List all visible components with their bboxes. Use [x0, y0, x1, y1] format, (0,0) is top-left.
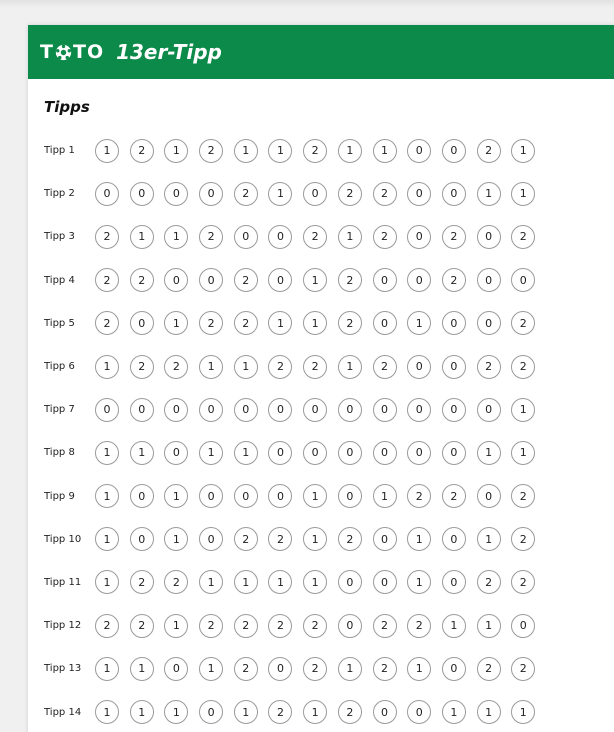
pick-circle[interactable]: 0 [130, 182, 154, 206]
pick-circle[interactable]: 1 [95, 527, 119, 551]
pick-circle[interactable]: 0 [164, 398, 188, 422]
pick-circle[interactable]: 2 [199, 614, 223, 638]
pick-circle[interactable]: 0 [442, 398, 466, 422]
pick-circle[interactable]: 1 [95, 657, 119, 681]
pick-circle[interactable]: 0 [130, 527, 154, 551]
pick-circle[interactable]: 0 [234, 398, 258, 422]
pick-circle[interactable]: 0 [95, 398, 119, 422]
tipp-label: Tipp 14 [44, 706, 82, 718]
pick-circle[interactable]: 0 [373, 527, 397, 551]
pick-circle[interactable]: 0 [338, 570, 362, 594]
pick-circle[interactable]: 2 [442, 484, 466, 508]
pick-circle[interactable]: 2 [303, 657, 327, 681]
pick-circle[interactable]: 2 [199, 139, 223, 163]
pick-circle[interactable]: 1 [303, 311, 327, 335]
tipp-label: Tipp 9 [44, 490, 75, 502]
pick-circle[interactable]: 0 [373, 441, 397, 465]
pick-circle[interactable]: 1 [268, 139, 292, 163]
pick-circle[interactable]: 1 [477, 700, 501, 724]
tipp-row [44, 431, 546, 474]
pick-circle[interactable]: 1 [373, 484, 397, 508]
pick-circle[interactable]: 2 [130, 614, 154, 638]
pick-circle[interactable]: 2 [234, 527, 258, 551]
pick-circle[interactable]: 1 [268, 570, 292, 594]
pick-circle[interactable]: 1 [164, 139, 188, 163]
pick-circle[interactable]: 0 [477, 268, 501, 292]
tipp-row [44, 302, 546, 345]
pick-circle[interactable]: 1 [338, 355, 362, 379]
pick-circle[interactable]: 0 [268, 398, 292, 422]
pick-circle[interactable]: 1 [477, 182, 501, 206]
pick-circle[interactable]: 0 [373, 398, 397, 422]
pick-circle[interactable]: 1 [95, 441, 119, 465]
pick-circle[interactable]: 2 [477, 139, 501, 163]
pick-circle[interactable]: 1 [407, 657, 431, 681]
pick-circle[interactable]: 0 [442, 441, 466, 465]
pick-circle[interactable]: 1 [234, 139, 258, 163]
pick-circle[interactable]: 2 [373, 225, 397, 249]
tipp-row [44, 475, 546, 518]
pick-circle[interactable]: 0 [268, 441, 292, 465]
pick-circle[interactable]: 2 [477, 657, 501, 681]
tipp-row [44, 647, 546, 690]
pick-circle[interactable]: 0 [477, 225, 501, 249]
pick-circle[interactable]: 0 [303, 441, 327, 465]
pick-circle[interactable]: 2 [268, 614, 292, 638]
pick-circle[interactable]: 1 [407, 570, 431, 594]
pick-circle[interactable]: 2 [338, 182, 362, 206]
pick-circle[interactable]: 0 [164, 441, 188, 465]
pick-circle[interactable]: 1 [407, 311, 431, 335]
pick-circle[interactable]: 1 [268, 311, 292, 335]
pick-circle[interactable]: 2 [338, 311, 362, 335]
pick-circle[interactable]: 1 [95, 355, 119, 379]
pick-circle[interactable]: 1 [95, 484, 119, 508]
pick-circle[interactable]: 0 [338, 484, 362, 508]
pick-circle[interactable]: 1 [130, 700, 154, 724]
pick-circle[interactable]: 2 [268, 527, 292, 551]
tipp-label: Tipp 11 [44, 576, 82, 588]
pick-circle[interactable]: 2 [234, 657, 258, 681]
pick-circle[interactable]: 1 [268, 182, 292, 206]
pick-circle[interactable]: 0 [164, 268, 188, 292]
pick-circle[interactable]: 2 [268, 355, 292, 379]
pick-circle[interactable]: 1 [199, 441, 223, 465]
pick-circle[interactable]: 2 [477, 570, 501, 594]
pick-circle[interactable]: 0 [338, 398, 362, 422]
pick-circle[interactable]: 2 [477, 355, 501, 379]
pick-circle[interactable]: 2 [95, 614, 119, 638]
pick-circle[interactable]: 0 [199, 398, 223, 422]
pick-circle[interactable]: 2 [303, 139, 327, 163]
pick-circle[interactable]: 2 [95, 311, 119, 335]
pick-circle[interactable]: 2 [164, 570, 188, 594]
pick-circle[interactable]: 0 [407, 700, 431, 724]
pick-circle[interactable]: 2 [373, 657, 397, 681]
pick-circle[interactable]: 2 [303, 355, 327, 379]
pick-circle[interactable]: 0 [407, 225, 431, 249]
pick-circle[interactable]: 2 [130, 570, 154, 594]
pick-circle[interactable]: 1 [511, 182, 535, 206]
pick-circle[interactable]: 0 [373, 570, 397, 594]
tipp-row [44, 561, 546, 604]
pick-circle[interactable]: 0 [442, 182, 466, 206]
pick-circle[interactable]: 2 [268, 700, 292, 724]
tipp-row [44, 172, 546, 215]
pick-circle[interactable]: 1 [164, 484, 188, 508]
tipp-label: Tipp 4 [44, 274, 75, 286]
pick-circle[interactable]: 0 [268, 225, 292, 249]
pick-circle[interactable]: 0 [407, 182, 431, 206]
pick-circle[interactable]: 2 [199, 311, 223, 335]
pick-circle[interactable]: 2 [338, 268, 362, 292]
pick-circle[interactable]: 0 [442, 570, 466, 594]
pick-circle[interactable]: 0 [303, 398, 327, 422]
tipp-row [44, 129, 546, 172]
pick-circle[interactable]: 2 [130, 355, 154, 379]
pick-circle[interactable]: 0 [130, 311, 154, 335]
pick-circle[interactable]: 1 [303, 700, 327, 724]
pick-circle[interactable]: 0 [338, 441, 362, 465]
pick-circle[interactable]: 0 [164, 182, 188, 206]
logo-letter-t1: T [40, 41, 54, 63]
pick-circle[interactable]: 2 [407, 614, 431, 638]
tipp-row [44, 345, 546, 388]
pick-circle[interactable]: 1 [338, 657, 362, 681]
tipp-label: Tipp 6 [44, 361, 75, 373]
pick-circle[interactable]: 0 [199, 484, 223, 508]
pick-circle[interactable]: 0 [442, 139, 466, 163]
pick-circle[interactable]: 0 [268, 268, 292, 292]
pick-circle[interactable]: 1 [164, 614, 188, 638]
section-title: Tipps [44, 98, 90, 116]
pick-circle[interactable]: 2 [234, 182, 258, 206]
pick-circle[interactable]: 1 [199, 355, 223, 379]
pick-circle[interactable]: 1 [130, 441, 154, 465]
pick-circle[interactable]: 2 [511, 355, 535, 379]
pick-circle[interactable]: 1 [234, 441, 258, 465]
pick-circle[interactable]: 1 [303, 268, 327, 292]
pick-circle[interactable]: 2 [511, 657, 535, 681]
pick-circle[interactable]: 0 [442, 311, 466, 335]
toto-logo [40, 41, 104, 63]
tipp-label: Tipp 3 [44, 231, 75, 243]
pick-circle[interactable]: 1 [130, 225, 154, 249]
pick-circle[interactable]: 2 [511, 484, 535, 508]
pick-circle[interactable]: 1 [95, 570, 119, 594]
pick-circle[interactable]: 2 [338, 527, 362, 551]
top-divider [0, 0, 614, 8]
pick-circle[interactable]: 0 [95, 182, 119, 206]
pick-circle[interactable]: 1 [199, 570, 223, 594]
tipp-label: Tipp 13 [44, 663, 82, 675]
pick-circle[interactable]: 1 [511, 139, 535, 163]
pick-circle[interactable]: 2 [303, 614, 327, 638]
pick-circle[interactable]: 2 [130, 268, 154, 292]
pick-circle[interactable]: 2 [442, 268, 466, 292]
pick-circle[interactable]: 1 [164, 700, 188, 724]
pick-circle[interactable]: 1 [234, 570, 258, 594]
tipp-card [28, 25, 614, 732]
pick-circle[interactable]: 0 [338, 614, 362, 638]
pick-circle[interactable]: 1 [338, 225, 362, 249]
pick-circle[interactable]: 0 [234, 225, 258, 249]
pick-circle[interactable]: 2 [338, 700, 362, 724]
tipp-row [44, 215, 546, 258]
logo-letter-t2: T [72, 41, 87, 63]
pick-circle[interactable]: 0 [407, 139, 431, 163]
pick-circle[interactable]: 1 [164, 311, 188, 335]
pick-circle[interactable]: 0 [199, 527, 223, 551]
tipp-label: Tipp 7 [44, 404, 75, 416]
pick-circle[interactable]: 0 [407, 441, 431, 465]
pick-circle[interactable]: 1 [95, 139, 119, 163]
pick-circle[interactable]: 1 [511, 441, 535, 465]
pick-circle[interactable]: 1 [164, 527, 188, 551]
pick-circle[interactable]: 2 [442, 225, 466, 249]
pick-circle[interactable]: 0 [199, 700, 223, 724]
tipp-row [44, 259, 546, 302]
pick-circle[interactable]: 2 [373, 182, 397, 206]
header-bar [28, 25, 614, 79]
pick-circle[interactable]: 0 [477, 484, 501, 508]
pick-circle[interactable]: 2 [511, 225, 535, 249]
pick-circle[interactable]: 1 [199, 657, 223, 681]
pick-circle[interactable]: 0 [407, 268, 431, 292]
tipp-label: Tipp 8 [44, 447, 75, 459]
pick-circle[interactable]: 1 [511, 700, 535, 724]
pick-circle[interactable]: 0 [130, 398, 154, 422]
tipp-label: Tipp 2 [44, 188, 75, 200]
pick-circle[interactable]: 0 [130, 484, 154, 508]
pick-circle[interactable]: 0 [373, 700, 397, 724]
tipp-row [44, 604, 546, 647]
pick-circle[interactable]: 2 [511, 570, 535, 594]
pick-circle[interactable]: 0 [373, 311, 397, 335]
tipp-label: Tipp 12 [44, 620, 82, 632]
pick-circle[interactable]: 0 [268, 484, 292, 508]
soccer-ball-icon [55, 44, 72, 61]
pick-circle[interactable]: 1 [338, 139, 362, 163]
pick-circle[interactable]: 2 [303, 225, 327, 249]
pick-circle[interactable]: 2 [95, 268, 119, 292]
pick-circle[interactable]: 0 [477, 398, 501, 422]
logo-letter-o: O [86, 41, 105, 63]
pick-circle[interactable]: 1 [442, 700, 466, 724]
pick-circle[interactable]: 1 [234, 700, 258, 724]
pick-circle[interactable]: 1 [303, 527, 327, 551]
pick-circle[interactable]: 0 [199, 182, 223, 206]
pick-circle[interactable]: 0 [303, 182, 327, 206]
pick-circle[interactable]: 0 [511, 614, 535, 638]
pick-circle[interactable]: 0 [373, 268, 397, 292]
page-title: 13er-Tipp [116, 40, 222, 64]
pick-circle[interactable]: 1 [303, 570, 327, 594]
pick-circle[interactable]: 0 [442, 355, 466, 379]
tipp-label: Tipp 10 [44, 533, 82, 545]
pick-circle[interactable]: 2 [130, 139, 154, 163]
pick-circle[interactable]: 2 [511, 527, 535, 551]
tipp-list [44, 129, 546, 732]
pick-circle[interactable]: 0 [234, 484, 258, 508]
pick-circle[interactable]: 1 [164, 225, 188, 249]
pick-circle[interactable]: 0 [442, 527, 466, 551]
tipp-row [44, 518, 546, 561]
pick-circle[interactable]: 2 [199, 225, 223, 249]
pick-circle[interactable]: 2 [234, 311, 258, 335]
tipp-label: Tipp 5 [44, 317, 75, 329]
pick-circle[interactable]: 0 [199, 268, 223, 292]
pick-circle[interactable]: 1 [373, 139, 397, 163]
pick-circle[interactable]: 1 [407, 527, 431, 551]
pick-circle[interactable]: 1 [477, 441, 501, 465]
pick-circle[interactable]: 0 [164, 657, 188, 681]
tipp-row [44, 690, 546, 732]
pick-circle[interactable]: 2 [407, 484, 431, 508]
pick-circle[interactable]: 0 [268, 657, 292, 681]
pick-circle[interactable]: 1 [95, 700, 119, 724]
pick-circle[interactable]: 0 [442, 657, 466, 681]
pick-circle[interactable]: 2 [164, 355, 188, 379]
pick-circle[interactable]: 2 [511, 311, 535, 335]
pick-circle[interactable]: 2 [373, 355, 397, 379]
pick-circle[interactable]: 1 [303, 484, 327, 508]
pick-circle[interactable]: 1 [477, 527, 501, 551]
pick-circle[interactable]: 1 [511, 398, 535, 422]
pick-circle[interactable]: 1 [130, 657, 154, 681]
tipp-label: Tipp 1 [44, 145, 75, 157]
pick-circle[interactable]: 0 [407, 398, 431, 422]
pick-circle[interactable]: 2 [95, 225, 119, 249]
pick-circle[interactable]: 1 [477, 614, 501, 638]
pick-circle[interactable]: 2 [234, 614, 258, 638]
pick-circle[interactable]: 0 [511, 268, 535, 292]
pick-circle[interactable]: 1 [442, 614, 466, 638]
pick-circle[interactable]: 0 [477, 311, 501, 335]
pick-circle[interactable]: 0 [407, 355, 431, 379]
pick-circle[interactable]: 1 [234, 355, 258, 379]
pick-circle[interactable]: 2 [234, 268, 258, 292]
pick-circle[interactable]: 2 [373, 614, 397, 638]
tipp-row [44, 388, 546, 431]
